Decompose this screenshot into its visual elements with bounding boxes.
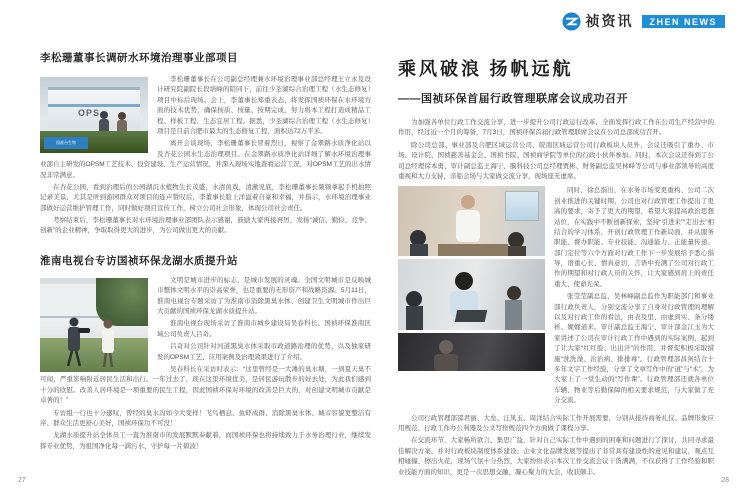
photo-ops-label: OPS	[78, 108, 101, 118]
article1-body	[40, 75, 371, 239]
article2-paragraph: 龙湖水质提升站全体员工一直为淮南市的发展默默奉献着，而国祯环保也将持续致力于水务治理行业，继续发挥专业优势，为祖国净化每一滴污水、守护每一片碧波！	[40, 432, 371, 450]
laptop	[455, 310, 488, 322]
meeting-photos-column	[398, 186, 545, 408]
right-side-text	[554, 186, 714, 408]
right-paragraph: 公司行政管理部邵君丽、大垒、汪凤玉、周洋结合实际工作开展需要，分别从接待商务礼仪、品牌形象应用规范、行政工作办公利器及公文写作规范四个方面做了课程分享。	[398, 414, 714, 432]
meeting-photo-speaker	[398, 186, 545, 256]
article2-paragraph: 吕奇对公司针对河道黑臭水体采取市政道路治理的优势，以及独家研发的OPSM工艺、应用案例及治理效果进行了介绍。	[157, 343, 371, 361]
interview-silhouette	[60, 314, 130, 368]
masthead	[562, 11, 726, 31]
right-top-text	[398, 118, 714, 182]
zhen-logo-icon	[562, 12, 581, 31]
article2-paragraph: 吴春科长在采访时表示：“这里曾经是一大滩的臭水塘，一到夏天臭不可闻，严重影响附近居民生活和出行。一年过去了，现在这里环境优美，是居民游玩散步的好去处，为此我们感到十分的欣慰。改善人居环境是一项重要的民生工程，因此国祯环保对环境的改善是巨大的，对创建文明城市贡献是卓著的！”	[40, 365, 371, 405]
right-paragraph: 张莹莹副总监、吴林峰副总监作为职能部门和事业部行政负责人，分别交流分享了自身对行政管理的理解以及对行政工作的看法，由表及里、由虚到实、条分缕析、娓娓道来。审计副总监王海宁、审计部金江玉为大家讲述了公司在审计行政工作中遇到的实际案例，起到了让大家“红红脸、出出汗”的作用，并督促积极采取措施“洗洗澡、治治病、排排毒”。行政管理部昌剑结合十多年文字工作经验，分享了文章写作中的“道”与“术”，为大家上了一堂生动的“写作课”。行政管理部还就各单位车辆、物业等后勤保障的相关要求规范，与大家做了充分交流。	[554, 293, 714, 405]
article1-paragraph: 离开会谈现场，李松珊董事长冒着烈日，视察了金翠路水质净化站以及杏花公园水生态治理项目。在金翠路水质净化站详细了解水环境治理事业部自主研发的OPSM工艺技术、投资建设、生产运营情况，并深入现场实地查看运营工况，对OPSM工艺的出水情况非常满意。	[40, 140, 371, 179]
meeting-photo-dark	[398, 333, 545, 371]
article2-title: 淮南电视台专访国祯环保龙湖水质提升站	[40, 254, 238, 267]
article2-paragraph: 专访组一行也十分感叹，曾经的臭水沟如今大变样！飞鸟栖息、鱼虾成群、消除黑臭水体、城市容貌更整洁有序、群众生活更舒心美好，国祯环保功不可没！	[40, 409, 371, 427]
article2-paragraph: 文明是城市进步的标志，是城市发展的灵魂。全国文明城市是反映城市整体文明水平的崇高荣誉，也是重要的无形资产和战略资源。5月11日，淮南电视台专题采访了为淮南市消除黑臭水体、创建卫生文明城市作出巨大贡献的国祯环保龙湖水质提升站。	[157, 276, 371, 316]
right-bottom-text	[398, 414, 714, 478]
photo-sign-label: 国祯台生物	[44, 137, 88, 149]
page-number-right: 28	[721, 477, 729, 484]
right-middle-section	[398, 186, 714, 408]
article2	[40, 253, 371, 454]
article1-paragraph: 考察结束后，李松珊董事长对水环境治理事业部团队表示感谢，鼓励大家再接再厉，发扬“诚信、勤俭、竞争、创新”的企业精神，争取取得更大的进步，为公司做出更大的贡献。	[40, 217, 371, 235]
speaker-silhouette	[398, 186, 545, 256]
left-page	[40, 50, 371, 454]
right-paragraph: 为加强各单位行政工作交流分享，进一步提升公司行政运行改革，全面发挥行政工作在公司生产经营中的作用，经过近一个月的筹备，7月3日，国祯环保首届行政管理联席会议在公司总部成功召开。	[398, 119, 714, 137]
page-number-left: 27	[18, 477, 26, 484]
meeting-photo-laptop	[398, 259, 545, 330]
article1-title: 李松珊董事长调研水环境治理事业部项目	[40, 52, 238, 64]
brand-name-en: ZHEN NEWS	[642, 15, 726, 28]
article1-paragraph: 李松珊董事长在公司副总经理兼水环境治理事业部总经理王立永及设计研究院副院长段培峰的陪同下，前往少荃湖综合治理工程（水生态修复）项目中标后现场。会上，李董事长郑重表态，将发挥国祯环保在水环境方面的技术优势，确保按质、按量、按期完成，努力将本工程打造成精品工程、样板工程、生态宜居工程。据悉，少荃湖综合治理工程（水生态修复）项目是目前合肥市最大的生态修复工程，面积达72万平米。	[157, 76, 371, 135]
right-paragraph: 除公司总部、事业部及合肥区域运营公司、皖南区域运营公司行政板块人员外，会议还吸引了重办、市场、设计院、国祯慈善基金会、国祯书院、国祯商学院等单位的行政小伙伴参加。同时，本次会议还得到了公司总经理徐本勇、审计副总监王海宁、膜科技公司总经理贾彬、财务副总监吴林峰等公司与事业部领导的高度重视和大力支持，亲临会场与大家做交流分享，现场座无虚席。	[398, 141, 714, 180]
right-page	[398, 55, 714, 480]
headline: 乘风破浪 扬帆远航	[398, 59, 574, 79]
article2-paragraph: 淮南电视台现场采访了淮南市城乡建设局吴春科长、国祯环保淮南区域公司负责人吕奇。	[157, 320, 371, 338]
right-paragraph: 在交流环节，大家畅所欲言、集思广益，针对自己实际工作中遇到的困难和问题进行了探讨，共同寻求最佳解决方案，并对行政板块制度体系建设、企业文化品牌发展等提出了非常具有建设性的意见和建议，观点互相碰撞、擦出火花，现场气氛十分热烈，大家纷纷表示本次工作交流会议干货满满，不仅获得了工作经验和职业技能方面的知识，更是一次思想交融、凝心聚力的大会，收获颇丰。	[398, 437, 714, 476]
headline-subtitle: ——国祯环保首届行政管理联席会议成功召开	[398, 93, 628, 105]
dim-figure-silhouette	[398, 333, 545, 371]
brand-name-cn: 祯资讯	[585, 13, 634, 29]
article1-photo	[40, 77, 148, 153]
right-paragraph: 同时，徐总指出，在水务市场变更重构、公司二次创业推进的关键时期，公司也对行政管理工作提出了更高的要求，寄予了更大的期望，希望大家提高政治思想站位，在实践中不断创新探索，坚持“引进来”“走出去”相结合的学习体系，开创行政管理工作新局面，并从服务职能、督办职能、专业技能、沟通能力、正能量传递、部门定位等六个方面对行政工作下一步发展给予悉心指导，语重心长、情真意切，言语中充满了公司对行政工作的期望和对行政人员的关怀，让大家感到肩上的责任重大、使命光荣。	[554, 187, 714, 288]
article1-paragraph: 在杏花公园，看到治理后的公园湖沉水植物生长茂盛，水清鱼戏，清澈见底，李松珊董事长频频拿起手机拍照记录美景，尤其是听到游园群众对项目的连声赞叹后，李董事长脸上洋溢着自豪和幸福，并指示，水环境治理事业部做好运营维护管理工作，同时做好项目宣传工作，树立公司社会形象，体现公司社会责任。	[40, 183, 371, 212]
article2-photo	[40, 278, 148, 372]
